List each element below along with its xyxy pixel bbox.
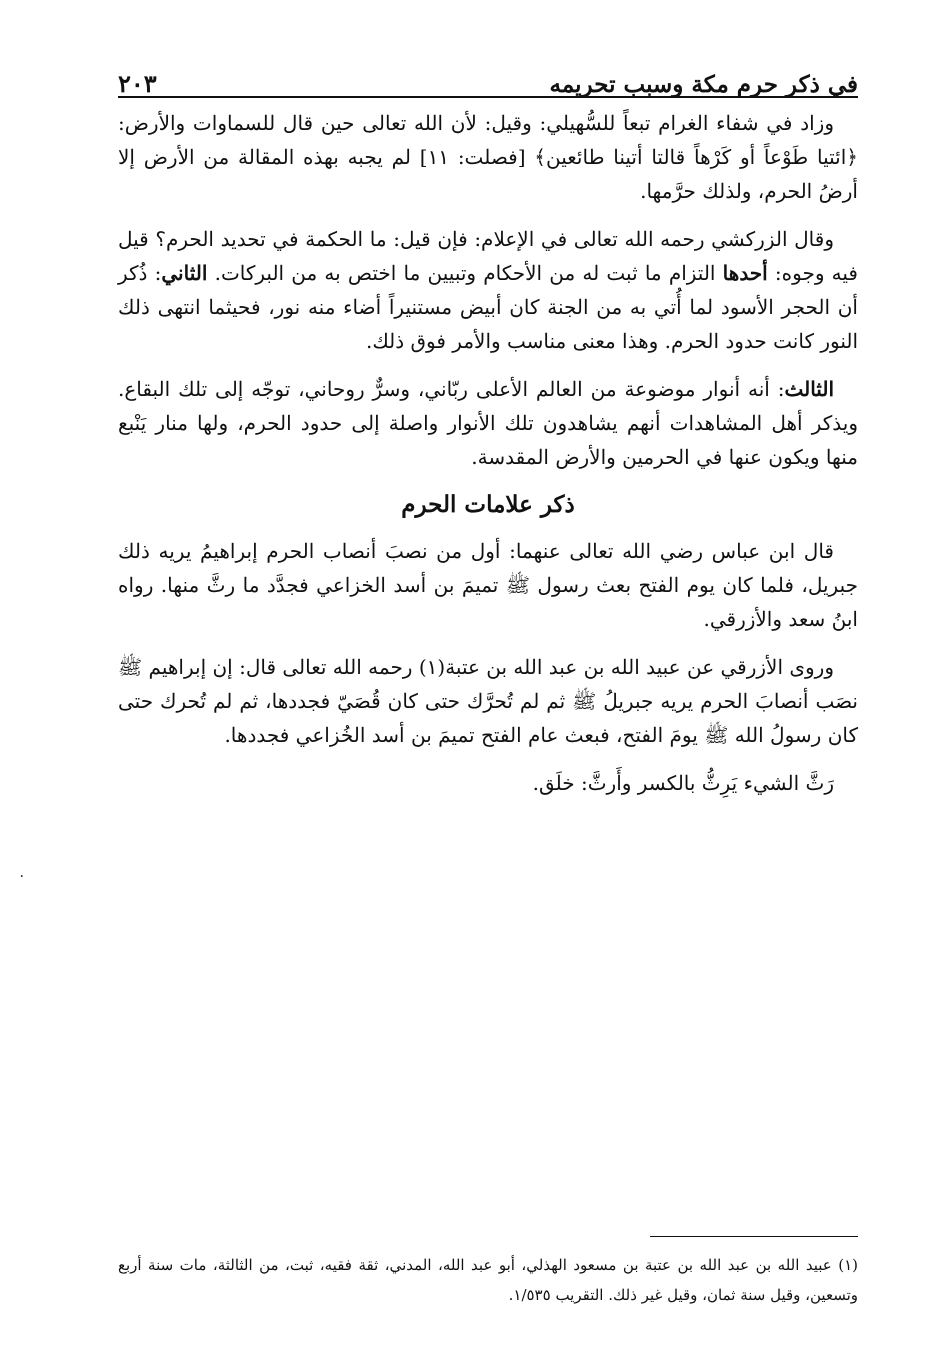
paragraph-1: وزاد في شفاء الغرام تبعاً للسُّهيلي: وقيل: لأن الله تعالى حين قال للسماوات والأرض: ﴿ائتيا طَوْعاً أو كَرْهاً قالتا أتينا طائعين﴾ [فصلت: ١١] لم يجبه بهذه المقالة من الأرض إلا أرضُ الحرم، ولذلك حرَّمها. bbox=[118, 111, 858, 203]
second-point-label: الثاني bbox=[161, 261, 208, 285]
section-heading: ذكر علامات الحرم bbox=[401, 491, 575, 518]
paragraph-3 bbox=[118, 372, 858, 474]
third-point-label: الثالث bbox=[784, 377, 834, 401]
paragraph-2 bbox=[118, 222, 858, 358]
footnote bbox=[118, 1250, 858, 1310]
first-point-text: التزام ما ثبت له من الأحكام وتبيين ما اختص به من البركات. bbox=[207, 261, 723, 285]
second-point-text: : ذُكر أن الحجر الأسود لما أُتي به من الجنة كان أبيض مستنيراً أضاء منه نور، فحيثما انتهى ذلك النور كانت حدود الحرم. وهذا معنى مناسب والأمر فوق ذلك. bbox=[118, 261, 858, 353]
margin-mark: ٠ bbox=[18, 868, 26, 884]
body-text bbox=[118, 106, 858, 814]
paragraph-4: قال ابن عباس رضي الله تعالى عنهما: أول من نصبَ أنصاب الحرم إبراهيمُ يريه ذلك جبريل، فلما كان يوم الفتح بعث رسول ﷺ تميمَ بن أسد الخزاعي فجدَّد ما رثَّ منها. رواه ابنُ سعد والأزرقي. bbox=[118, 539, 858, 631]
header-rule bbox=[118, 96, 858, 98]
footnote-rule bbox=[650, 1236, 858, 1237]
paragraph-6: رَثَّ الشيء يَرِثُّ بالكسر وأَرثَّ: خلَق. bbox=[532, 771, 834, 795]
paragraph-5: وروى الأزرقي عن عبيد الله بن عبد الله بن عتبة(١) رحمه الله تعالى قال: إن إبراهيم ﷺ نصَب أنصابَ الحرم يريه جبريلُ ﷺ ثم لم تُحرَّك حتى كان قُصَيّ فجددها، ثم لم تُحرك حتى كان رسولُ الله ﷺ يومَ الفتح، فبعث عام الفتح تميمَ بن أسد الخُزاعي فجددها. bbox=[118, 655, 858, 747]
first-point-label: أحدها bbox=[722, 261, 768, 285]
footnote-1: (١) عبيد الله بن عبد الله بن عتبة بن مسعود الهذلي، أبو عبد الله، المدني، ثقة فقيه، ثبت، من الثالثة، مات سنة أربع وتسعين، وقيل سنة ثمان، وقيل غير ذلك. التقريب ١/٥٣٥. bbox=[118, 1256, 858, 1304]
page-number: ٢٠٣ bbox=[118, 69, 157, 98]
page-header bbox=[118, 52, 858, 96]
paragraph-2-intro: وقال الزركشي رحمه الله تعالى في الإعلام: فإن قيل: ما الحكمة في تحديد الحرم؟ قيل فيه وجوه: bbox=[118, 227, 858, 285]
third-point-text: : أنه أنوار موضوعة من العالم الأعلى ربّاني، وسرٌّ روحاني، توجّه إلى تلك البقاع. ويذكر أهل المشاهدات أنهم يشاهدون تلك الأنوار واصلة إلى حدود الحرم، ولها منار يَنْبع منها ويكون عنها في الحرمين والأرض المقدسة. bbox=[118, 377, 859, 469]
running-title: في ذكر حرم مكة وسبب تحريمه bbox=[549, 71, 858, 98]
